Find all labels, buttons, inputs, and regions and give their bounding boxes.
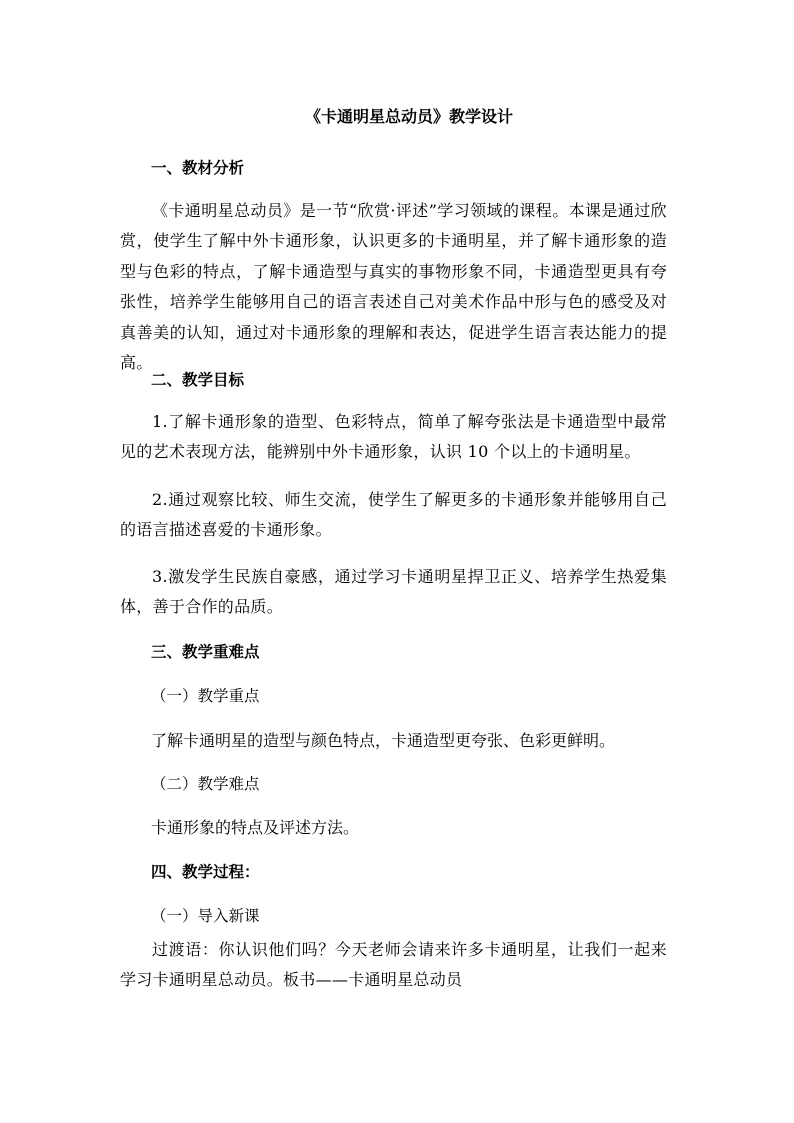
- text-difficulty: 卡通形象的特点及评述方法。: [151, 818, 360, 837]
- subheading-introduction: （一）导入新课: [151, 907, 260, 925]
- paragraph-goal-1: 1.了解卡通形象的造型、色彩特点，简单了解夸张法是卡通造型中最常见的艺术表现方法，能辨别中外卡通形象，认识 10 个以上的卡通明星。: [120, 412, 667, 462]
- section-heading-key-points: 三、教学重难点: [151, 642, 260, 661]
- paragraph-analysis: 《卡通明星总动员》是一节“欣赏·评述”学习领域的课程。本课是通过欣赏，使学生了解中外卡通形象，认识更多的卡通明星，并了解卡通形象的造型与色彩的特点，了解卡通造型与真实的事物形象不同，卡通造型更具有夸张性，培养学生能够用自己的语言表述自己对美术作品中形与色的感受及对真善美的认知，通过对卡通形象的理解和表达，促进学生语言表达能力的提高。: [120, 201, 667, 373]
- text-key-point: 了解卡通明星的造型与颜色特点，卡通造型更夸张、色彩更鲜明。: [151, 731, 616, 750]
- subheading-difficulty: （二）教学难点: [151, 775, 260, 793]
- paragraph-goal-3: 3.激发学生民族自豪感，通过学习卡通明星捍卫正义、培养学生热爱集体，善于合作的品质。: [120, 567, 667, 617]
- section-heading-goals: 二、教学目标: [151, 370, 245, 389]
- section-heading-process: 四、教学过程：: [151, 862, 260, 881]
- paragraph-goal-2: 2.通过观察比较、师生交流，使学生了解更多的卡通形象并能够用自己的语言描述喜爱的卡通形象。: [120, 490, 667, 540]
- section-heading-analysis: 一、教材分析: [151, 158, 245, 177]
- paragraph-introduction: 过渡语：你认识他们吗？今天老师会请来许多卡通明星，让我们一起来学习卡通明星总动员。板书——卡通明星总动员: [120, 940, 667, 990]
- subheading-key-point: （一）教学重点: [151, 687, 260, 705]
- document-title: 《卡通明星总动员》教学设计: [304, 107, 513, 126]
